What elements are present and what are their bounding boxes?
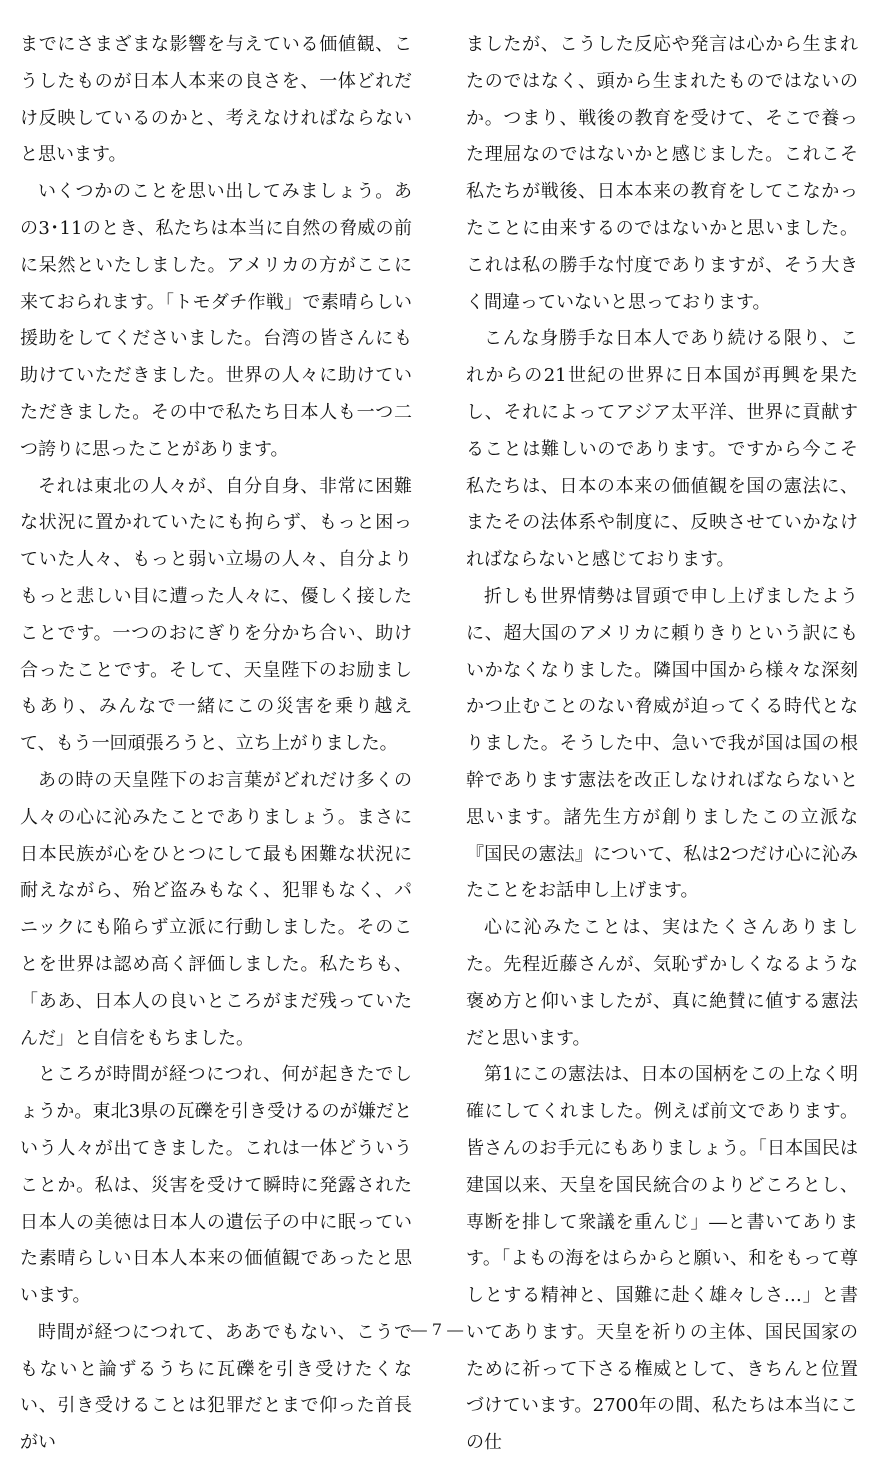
left-column [20, 27, 412, 1454]
paragraph: 第1にこの憲法は、日本の国柄をこの上なく明確にしてくれました。例えば前文であります。皆さんのお手元にもありましょう。「日本国民は建国以来、天皇を国民統合のよりどころとし、専断を排して衆議を重んじ」―と書いてあります。「よもの海をはらからと願い、和をもって尊しとする精神と、国難に赴く雄々しさ…」と書いてあります。天皇を祈りの主体、国民国家のために祈って下さる権威として、きちんと位置づけています。2700年の間、私たちは本当にこの仕 [466, 1064, 858, 1454]
paragraph: までにさまざまな影響を与えている価値観、こうしたものが日本人本来の良さを、一体どれだけ反映しているのかと、考えなければならないと思います。 [20, 34, 412, 166]
paragraph: こんな身勝手な日本人であり続ける限り、これからの21世紀の世界に日本国が再興を果たし、それによってアジア太平洋、世界に貢献することは難しいのであります。ですから今こそ私たちは、日本の本来の価値観を国の憲法に、またその法体系や制度に、反映させていかなければならないと感じております。 [466, 328, 858, 571]
paragraph: ましたが、こうした反応や発言は心から生まれたのではなく、頭から生まれたものではないのか。つまり、戦後の教育を受けて、そこで養った理屈なのではないかと感じました。これこそ私たちが戦後、日本本来の教育をしてこなかったことに由来するのではないかと思いました。これは私の勝手な忖度でありますが、そう大きく間違っていないと思っております。 [466, 34, 858, 313]
paragraph: 心に沁みたことは、実はたくさんありました。先程近藤さんが、気恥ずかしくなるような褒め方と仰いましたが、真に絶賛に値する憲法だと思います。 [466, 917, 858, 1049]
paragraph: それは東北の人々が、自分自身、非常に困難な状況に置かれていたにも拘らず、もっと困っていた人々、もっと弱い立場の人々、自分よりもっと悲しい目に遭った人々に、優しく接したことです。一つのおにぎりを分かち合い、助け合ったことです。そして、天皇陛下のお励ましもあり、みんなで一緒にこの災害を乗り越えて、もう一回頑張ろうと、立ち上がりました。 [20, 475, 412, 755]
paragraph: 折しも世界情勢は冒頭で申し上げましたように、超大国のアメリカに頼りきりという訳にもいかなくなりました。隣国中国から様々な深刻かつ止むことのない脅威が迫ってくる時代となりました。そうした中、急いで我が国は国の根幹であります憲法を改正しなければならないと思います。諸先生方が創りましたこの立派な『国民の憲法』について、私は2つだけ心に沁みたことをお話申し上げます。 [466, 585, 858, 902]
paragraph: ところが時間が経つにつれ、何が起きたでしょうか。東北3県の瓦礫を引き受けるのが嫌だという人々が出てきました。これは一体どういうことか。私は、災害を受けて瞬時に発露された日本人の美徳は日本人の遺伝子の中に眠っていた素晴らしい日本人本来の価値観であったと思います。 [20, 1064, 412, 1307]
paragraph: いくつかのことを思い出してみましょう。あの3･11のとき、私たちは本当に自然の脅威の前に呆然といたしました。アメリカの方がここに来ておられます。「トモダチ作戦」で素晴らしい援助をしてくださいました。台湾の皆さんにも助けていただきました。世界の人々に助けていただきました。その中で私たち日本人も一つ二つ誇りに思ったことがあります。 [20, 181, 412, 460]
paragraph: 時間が経つにつれて、ああでもない、こうでもないと論ずるうちに瓦礫を引き受けたくない、引き受けることは犯罪だとまで仰った首長がい [20, 1321, 412, 1454]
page-number: ― 7 ― [410, 1320, 464, 1339]
right-column [466, 27, 858, 1454]
paragraph: あの時の天皇陛下のお言葉がどれだけ多くの人々の心に沁みたことでありましょう。まさに日本民族が心をひとつにして最も困難な状況に耐えながら、殆ど盗みもなく、犯罪もなく、パニックにも陥らず立派に行動しました。そのことを世界は認め高く評価しました。私たちも、「ああ、日本人の良いところがまだ残っていたんだ」と自信をもちました。 [20, 769, 412, 1049]
